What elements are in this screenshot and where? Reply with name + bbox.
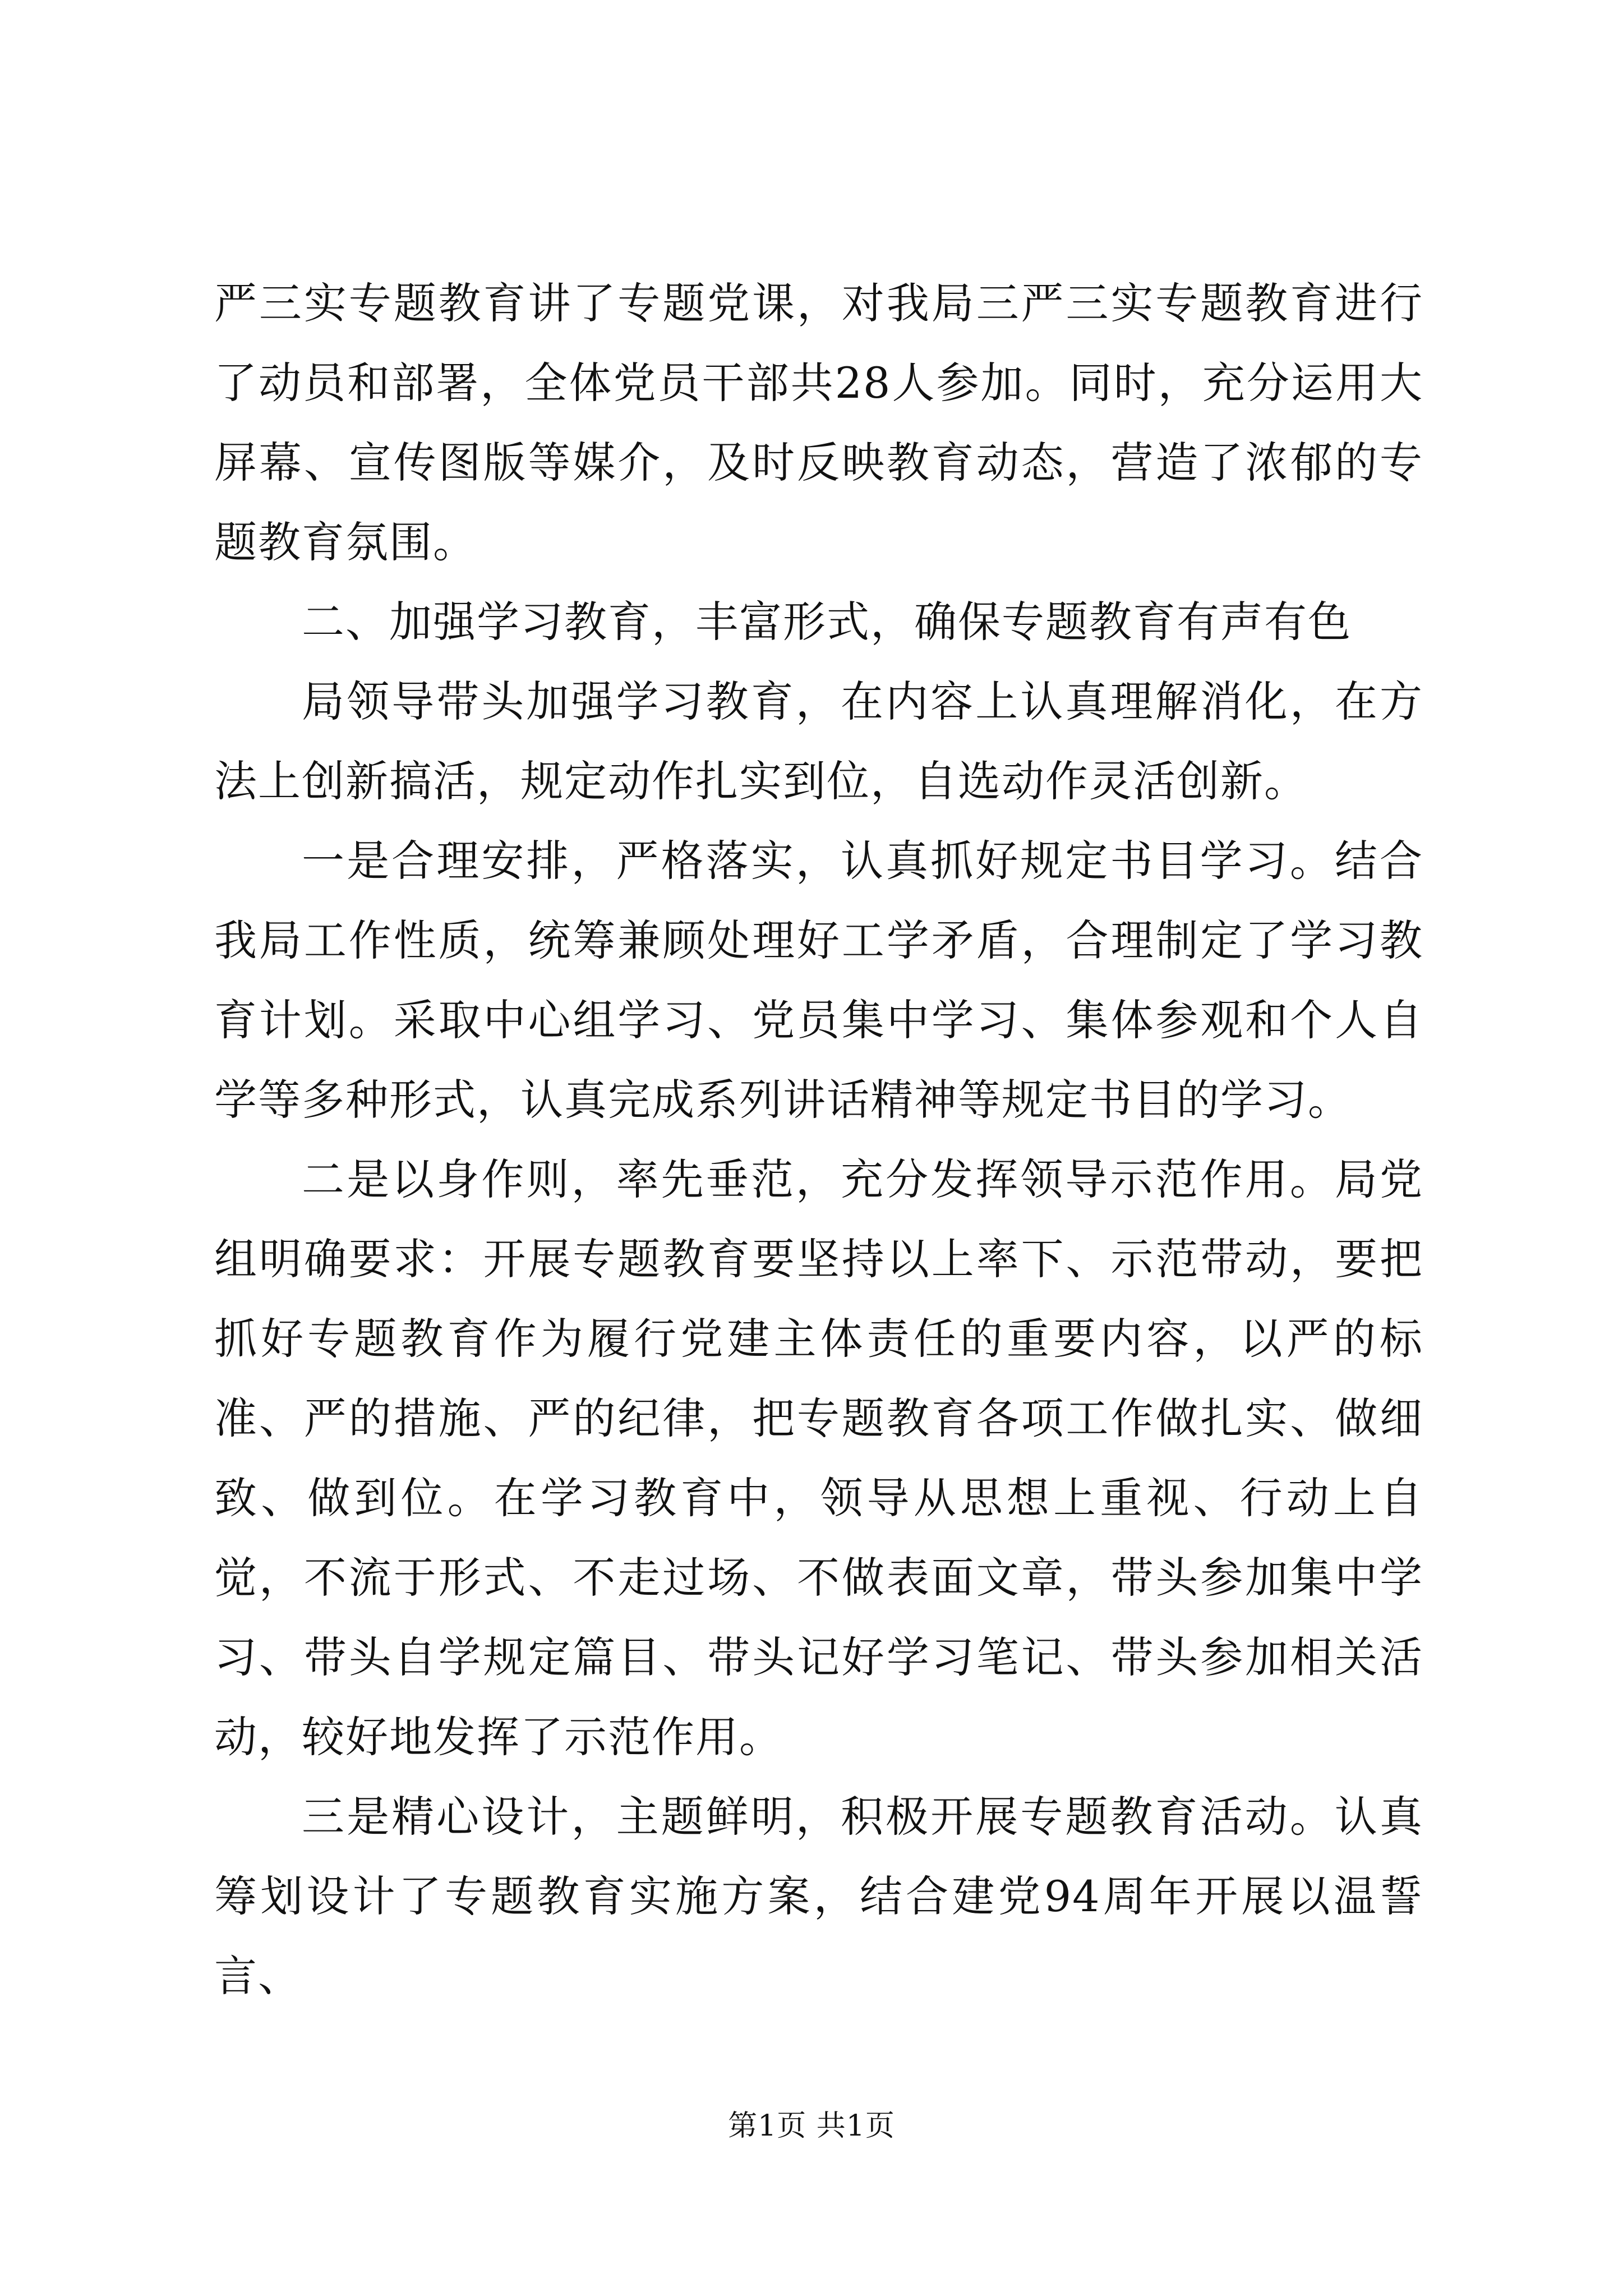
section-heading: 二、加强学习教育，丰富形式，确保专题教育有声有色 (302, 597, 1352, 647)
body-text (214, 264, 1423, 2016)
paragraph: 一是合理安排，严格落实，认真抓好规定书目学习。结合我局工作性质，统筹兼顾处理好工学矛盾，合理制定了学习教育计划。采取中心组学习、党员集中学习、集体参观和个人自学等多种形式，认真完成系列讲话精神等规定书目的学习。 (214, 836, 1423, 1125)
paragraph: 严三实专题教育讲了专题党课，对我局三严三实专题教育进行了动员和部署，全体党员干部共28人参加。同时，充分运用大屏幕、宣传图版等媒介，及时反映教育动态，营造了浓郁的专题教育氛围。 (214, 278, 1423, 567)
paragraph: 三是精心设计，主题鲜明，积极开展专题教育活动。认真筹划设计了专题教育实施方案，结合建党94周年开展以温誓言、 (214, 1792, 1423, 2001)
paragraph: 局领导带头加强学习教育，在内容上认真理解消化，在方法上创新搞活，规定动作扎实到位，自选动作灵活创新。 (214, 677, 1423, 806)
paragraph: 二是以身作则，率先垂范，充分发挥领导示范作用。局党组明确要求：开展专题教育要坚持以上率下、示范带动，要把抓好专题教育作为履行党建主体责任的重要内容，以严的标准、严的措施、严的纪律，把专题教育各项工作做扎实、做细致、做到位。在学习教育中，领导从思想上重视、行动上自觉，不流于形式、不走过场、不做表面文章，带头参加集中学习、带头自学规定篇目、带头记好学习笔记、带头参加相关活动，较好地发挥了示范作用。 (214, 1154, 1423, 1762)
page-footer: 第1页 共1页 (728, 2109, 895, 2143)
